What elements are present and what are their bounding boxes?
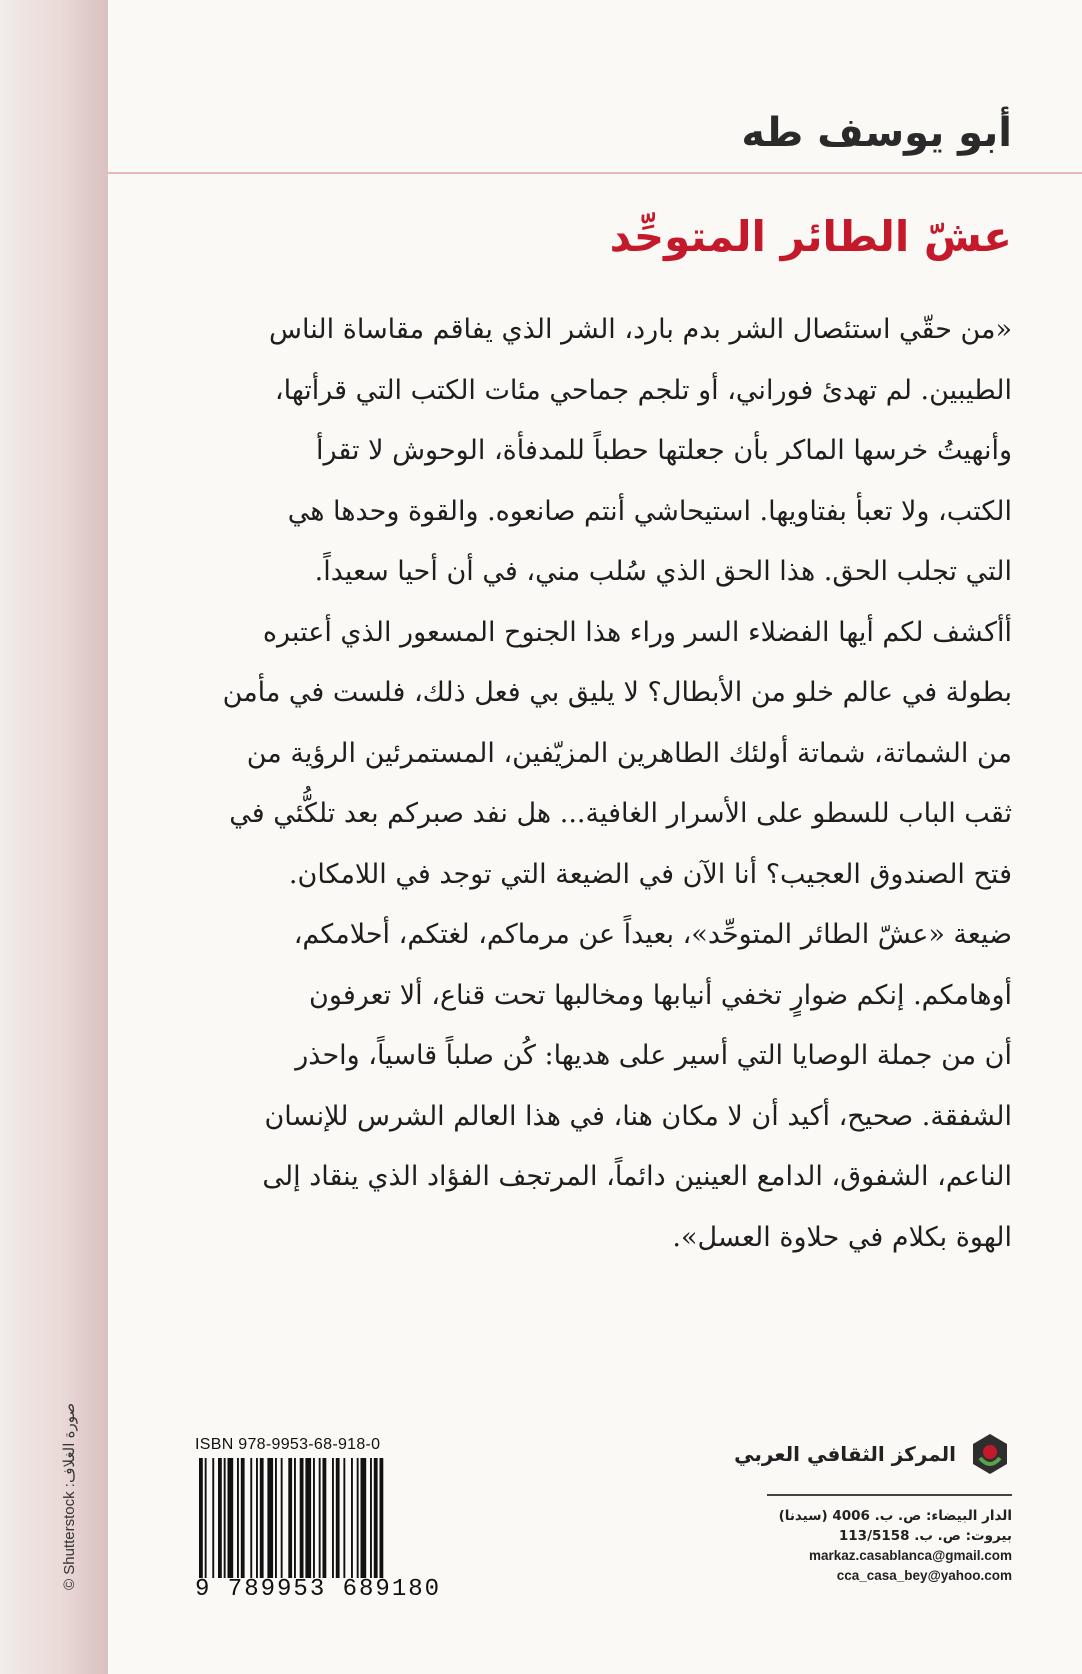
isbn-label: ISBN 978-9953-68-918-0 <box>195 1436 381 1453</box>
barcode-bar <box>294 1458 296 1578</box>
barcode-bar <box>224 1458 226 1578</box>
blurb-line: الشفقة. صحيح، أكيد أن لا مكان هنا، في هذا العالم الشرس للإنسان <box>264 1100 1012 1132</box>
publisher-logo-icon <box>968 1432 1012 1476</box>
barcode-bar <box>288 1458 292 1578</box>
barcode-bar <box>313 1458 315 1578</box>
barcode-bar <box>228 1458 234 1578</box>
barcode-bar <box>357 1458 359 1578</box>
barcode-bar <box>250 1458 252 1578</box>
blurb-line: أن من جملة الوصايا التي أسير على هديها: كُن صلباً قاسياً، واحذر <box>295 1040 1012 1071</box>
barcode-bar <box>351 1458 353 1578</box>
blurb-paragraph <box>208 300 1012 1268</box>
blurb-line: فتح الصندوق العجيب؟ أنا الآن في الضيعة التي توجد في اللامكان. <box>288 858 1012 890</box>
blurb-line: أوهامكم. إنكم ضوارٍ تخفي أنيابها ومخالبها تحت قناع، ألا تعرفون <box>309 979 1012 1011</box>
publisher-email: cca_casa_bey@yahoo.com <box>836 1568 1012 1583</box>
publisher-block <box>712 1432 1012 1586</box>
publisher-address: بيروت: ص. ب. 113/5158 <box>838 1528 1012 1544</box>
barcode-bar <box>267 1458 273 1578</box>
barcode-bar <box>205 1458 207 1578</box>
blurb-line: الكتب، ولا تعبأ بفتاويها. استيحاشي أنتم صانعوه. والقوة وحدها هي <box>287 495 1012 527</box>
publisher-divider <box>767 1494 1012 1496</box>
barcode-bar <box>380 1458 384 1578</box>
author-name: أبو يوسف طه <box>741 110 1012 156</box>
blurb-line: «من حقّي استئصال الشر بدم بارد، الشر الذي يفاقم مقاساة الناس <box>269 314 1012 345</box>
book-title: عشّ الطائر المتوحِّد <box>609 212 1012 261</box>
blurb-line: الهوة بكلام في حلاوة العسل». <box>672 1221 1012 1253</box>
barcode-bar <box>300 1458 304 1578</box>
barcode-bar <box>281 1458 283 1578</box>
barcode-bar <box>260 1458 264 1578</box>
isbn-barcode-block <box>195 1436 465 1603</box>
barcode-bar <box>374 1458 378 1578</box>
barcode-bar <box>323 1458 327 1578</box>
blurb-line: أأكشف لكم أيها الفضلاء السر وراء هذا الجنوح المسعور الذي أعتبره <box>262 616 1012 648</box>
publisher-name: المركز الثقافي العربي <box>734 1442 956 1466</box>
barcode-bar <box>361 1458 367 1578</box>
barcode-image <box>195 1458 465 1578</box>
barcode-bar <box>305 1458 311 1578</box>
publisher-header <box>712 1432 1012 1476</box>
barcode-bar <box>319 1458 321 1578</box>
barcode-bar <box>343 1458 345 1578</box>
cover-photo-credit: صورة الغلاف: Shutterstock © <box>61 1402 78 1590</box>
barcode-bar <box>237 1458 239 1578</box>
blurb-line: التي تجلب الحق. هذا الحق الذي سُلب مني، في أن أحيا سعيداً. <box>314 556 1012 587</box>
barcode-bar <box>332 1458 334 1578</box>
barcode-bar <box>256 1458 258 1578</box>
blurb-line: ثقب الباب للسطو على الأسرار الغافية... هل نفد صبركم بعد تلكُّئي في <box>229 798 1012 829</box>
header-divider <box>108 172 1082 174</box>
isbn-digits: 9 789953 689180 <box>195 1576 442 1603</box>
blurb-line: ضيعة «عشّ الطائر المتوحِّد»، بعيداً عن مرماكم، لغتكم، أحلامكم، <box>293 919 1012 950</box>
barcode-bar <box>199 1458 203 1578</box>
blurb-line: من الشماتة، شماتة أولئك الطاهرين المزيّفين، المستمرئين الرؤية من <box>246 737 1012 769</box>
barcode-bar <box>275 1458 277 1578</box>
publisher-address: الدار البيضاء: ص. ب. 4006 (سيدنا) <box>778 1508 1012 1524</box>
barcode-bar <box>370 1458 372 1578</box>
blurb-line: الناعم، الشفوق، الدامع العينين دائماً، المرتجف الفؤاد الذي ينقاد إلى <box>262 1161 1012 1192</box>
back-cover <box>108 0 1082 1674</box>
publisher-email: markaz.casablanca@gmail.com <box>808 1548 1012 1563</box>
blurb-line: بطولة في عالم خلو من الأبطال؟ لا يليق بي فعل ذلك، فلست في مأمن <box>222 677 1012 708</box>
barcode-bar <box>212 1458 214 1578</box>
blurb-line: الطيبين. لم تهدئ فوراني، أو تلجم جماحي مئات الكتب التي قرأتها، <box>274 374 1012 406</box>
barcode-bar <box>241 1458 245 1578</box>
book-spine-edge <box>0 0 108 1674</box>
barcode-bar <box>218 1458 222 1578</box>
blurb-line: وأنهيتُ خرسها الماكر بأن جعلتها حطباً للمدفأة، الوحوش لا تقرأ <box>315 435 1012 466</box>
barcode-bar <box>336 1458 340 1578</box>
